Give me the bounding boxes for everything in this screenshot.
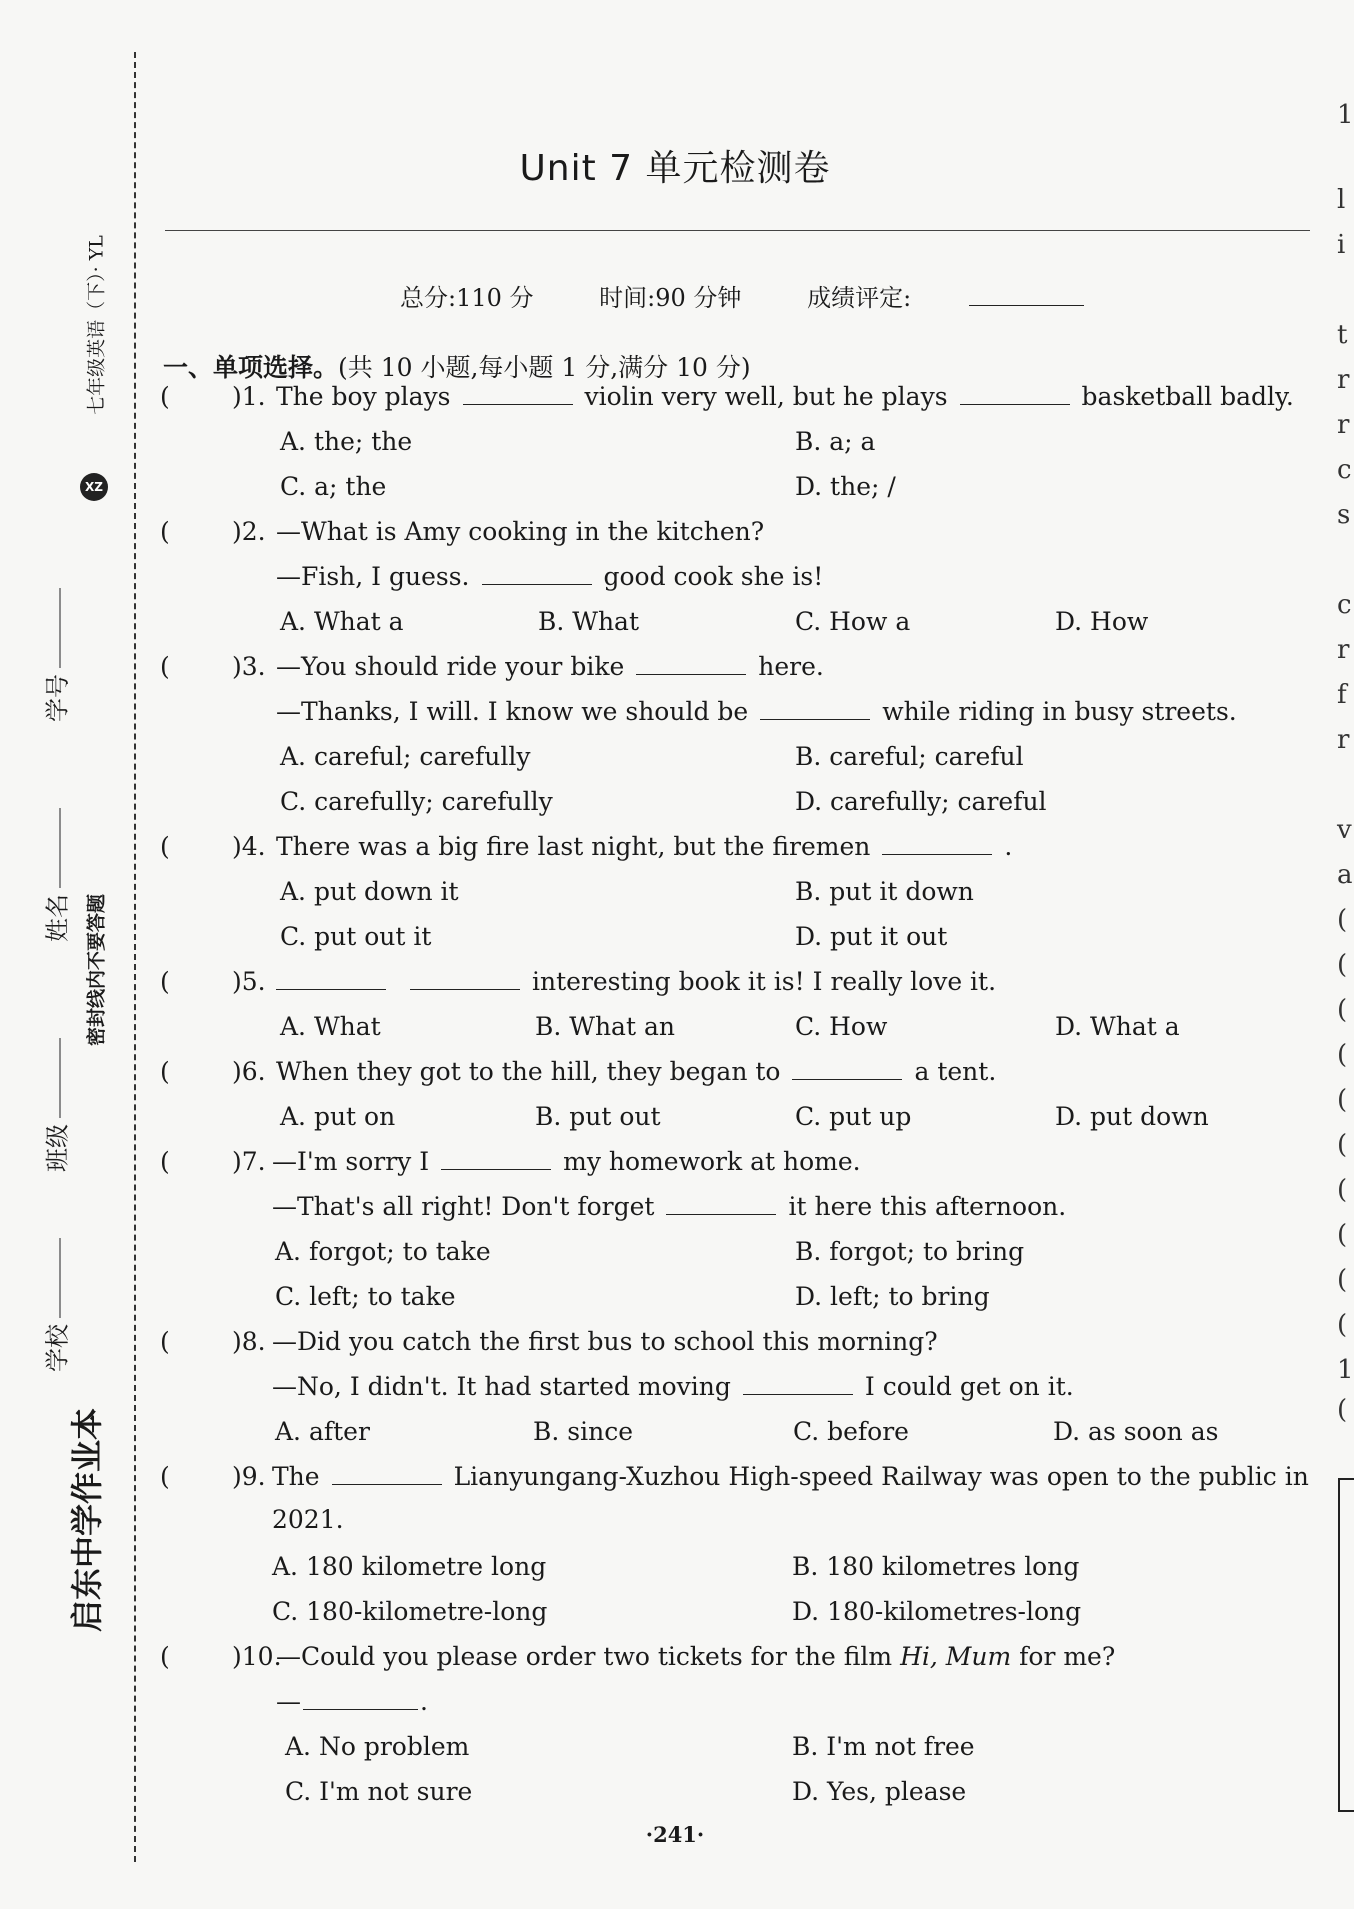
- binding-dashed-line: [134, 52, 136, 1862]
- question-number: )2.: [232, 517, 266, 546]
- question-text: There was a big fire last night, but the firemen .: [276, 832, 1013, 861]
- option-b[interactable]: B. a; a: [795, 427, 876, 456]
- option-a[interactable]: A. put on: [280, 1102, 396, 1131]
- option-b[interactable]: B. since: [533, 1417, 633, 1446]
- question-text: interesting book it is! I really love it.: [276, 967, 996, 996]
- option-c[interactable]: C. How a: [795, 607, 911, 636]
- school-field[interactable]: 学校: [30, 1230, 80, 1380]
- publisher-badge-icon: XZ: [80, 473, 108, 501]
- option-c[interactable]: C. How: [795, 1012, 888, 1041]
- adjacent-page-box: [1338, 1478, 1354, 1812]
- option-b[interactable]: B. 180 kilometres long: [792, 1552, 1080, 1581]
- seal-notice: 密封线内不要答题: [85, 893, 108, 1047]
- option-b[interactable]: B. forgot; to bring: [795, 1237, 1025, 1266]
- answer-bracket[interactable]: (: [160, 1057, 170, 1086]
- answer-blank[interactable]: [636, 673, 746, 675]
- option-b[interactable]: B. put out: [535, 1102, 661, 1131]
- option-c[interactable]: C. a; the: [280, 472, 387, 501]
- option-c[interactable]: C. left; to take: [275, 1282, 456, 1311]
- page-number: ·241·: [645, 1822, 705, 1847]
- option-c[interactable]: C. 180-kilometre-long: [272, 1597, 548, 1626]
- total-score: 总分:110 分: [400, 284, 534, 312]
- question-text: —Did you catch the first bus to school this morning?: [272, 1327, 938, 1356]
- option-a[interactable]: A. put down it: [280, 877, 459, 906]
- question-number: )3.: [232, 652, 266, 681]
- option-c[interactable]: C. before: [793, 1417, 909, 1446]
- question-text: —What is Amy cooking in the kitchen?: [276, 517, 765, 546]
- option-a[interactable]: A. No problem: [285, 1732, 470, 1761]
- adjacent-page-edge: 1 l i t r r c s c r f r v a ( ( ( ( ( ( ( ( ( ( 1 (: [1337, 100, 1354, 1425]
- option-d[interactable]: D. left; to bring: [795, 1282, 990, 1311]
- option-a[interactable]: A. What a: [280, 607, 404, 636]
- answer-bracket[interactable]: (: [160, 517, 170, 546]
- answer-blank[interactable]: [332, 1483, 442, 1485]
- answer-blank[interactable]: [410, 988, 520, 990]
- option-c[interactable]: C. put out it: [280, 922, 432, 951]
- question-text: —You should ride your bike here.: [276, 652, 824, 681]
- answer-blank[interactable]: [303, 1708, 418, 1710]
- answer-blank[interactable]: [960, 403, 1070, 405]
- option-a[interactable]: A. careful; carefully: [280, 742, 531, 771]
- question-text: —That's all right! Don't forget it here this afternoon.: [272, 1192, 1067, 1221]
- film-title: Hi, Mum: [900, 1642, 1012, 1671]
- option-c[interactable]: C. I'm not sure: [285, 1777, 473, 1806]
- grade-label: 成绩评定:: [807, 284, 912, 312]
- series-label: 七年级英语（下）· YL: [85, 235, 108, 415]
- option-b[interactable]: B. What an: [535, 1012, 675, 1041]
- answer-blank[interactable]: [441, 1168, 551, 1170]
- answer-blank[interactable]: [743, 1393, 853, 1395]
- answer-bracket[interactable]: (: [160, 382, 170, 411]
- question-text: —Could you please order two tickets for the film Hi, Mum for me?: [276, 1642, 1116, 1671]
- question-text: —I'm sorry I my homework at home.: [272, 1147, 861, 1176]
- option-a[interactable]: A. 180 kilometre long: [272, 1552, 547, 1581]
- option-a[interactable]: A. forgot; to take: [275, 1237, 491, 1266]
- question-number: )9.: [232, 1462, 266, 1491]
- answer-bracket[interactable]: (: [160, 1642, 170, 1671]
- question-text: —Thanks, I will. I know we should be while riding in busy streets.: [276, 697, 1237, 726]
- question-number: )8.: [232, 1327, 266, 1356]
- question-text: —No, I didn't. It had started moving I could get on it.: [272, 1372, 1074, 1401]
- question-number: )6.: [232, 1057, 266, 1086]
- option-a[interactable]: A. the; the: [280, 427, 413, 456]
- option-d[interactable]: D. What a: [1055, 1012, 1180, 1041]
- exam-info: [400, 278, 1142, 313]
- answer-blank[interactable]: [760, 718, 870, 720]
- question-text: — .: [276, 1687, 428, 1716]
- answer-bracket[interactable]: (: [160, 1327, 170, 1356]
- student-id-field[interactable]: 学号: [30, 580, 80, 730]
- question-text: When they got to the hill, they began to a tent.: [276, 1057, 997, 1086]
- option-b[interactable]: B. put it down: [795, 877, 974, 906]
- option-a[interactable]: A. after: [275, 1417, 370, 1446]
- name-field[interactable]: 姓名: [30, 800, 80, 950]
- answer-blank[interactable]: [276, 988, 386, 990]
- option-d[interactable]: D. put down: [1055, 1102, 1209, 1131]
- option-d[interactable]: D. Yes, please: [792, 1777, 967, 1806]
- option-d[interactable]: D. as soon as: [1053, 1417, 1219, 1446]
- question-number: )7.: [232, 1147, 266, 1176]
- title-rule: [165, 230, 1310, 231]
- page-title: Unit 7 单元检测卷: [519, 148, 831, 189]
- answer-blank[interactable]: [792, 1078, 902, 1080]
- section-heading: 一、单项选择。(共 10 小题,每小题 1 分,满分 10 分): [163, 353, 751, 382]
- question-text: The Lianyungang-Xuzhou High-speed Railway was open to the public in: [272, 1462, 1309, 1491]
- book-title: 启东中学作业本: [68, 1407, 106, 1633]
- answer-bracket[interactable]: (: [160, 967, 170, 996]
- answer-blank[interactable]: [666, 1213, 776, 1215]
- option-c[interactable]: C. carefully; carefully: [280, 787, 553, 816]
- answer-blank[interactable]: [463, 403, 573, 405]
- question-text: The boy plays violin very well, but he plays basketball badly.: [276, 382, 1294, 411]
- question-number: )1.: [232, 382, 266, 411]
- option-d[interactable]: D. put it out: [795, 922, 948, 951]
- answer-bracket[interactable]: (: [160, 1147, 170, 1176]
- class-field[interactable]: 班级: [30, 1030, 80, 1180]
- option-b[interactable]: B. What: [538, 607, 640, 636]
- option-d[interactable]: D. How: [1055, 607, 1149, 636]
- option-b[interactable]: B. I'm not free: [792, 1732, 975, 1761]
- question-number: )4.: [232, 832, 266, 861]
- option-c[interactable]: C. put up: [795, 1102, 912, 1131]
- grade-field[interactable]: [969, 304, 1084, 306]
- option-d[interactable]: D. 180-kilometres-long: [792, 1597, 1082, 1626]
- option-d[interactable]: D. the; /: [795, 472, 896, 501]
- option-b[interactable]: B. careful; careful: [795, 742, 1024, 771]
- exam-time: 时间:90 分钟: [599, 284, 742, 312]
- answer-bracket[interactable]: (: [160, 832, 170, 861]
- question-text: 2021.: [272, 1505, 344, 1534]
- option-d[interactable]: D. carefully; careful: [795, 787, 1047, 816]
- question-number: )5.: [232, 967, 266, 996]
- question-number: )10.: [232, 1642, 282, 1671]
- question-text: —Fish, I guess. good cook she is!: [276, 562, 824, 591]
- answer-bracket[interactable]: (: [160, 1462, 170, 1491]
- answer-blank[interactable]: [882, 853, 992, 855]
- answer-blank[interactable]: [482, 583, 592, 585]
- option-a[interactable]: A. What: [280, 1012, 381, 1041]
- answer-bracket[interactable]: (: [160, 652, 170, 681]
